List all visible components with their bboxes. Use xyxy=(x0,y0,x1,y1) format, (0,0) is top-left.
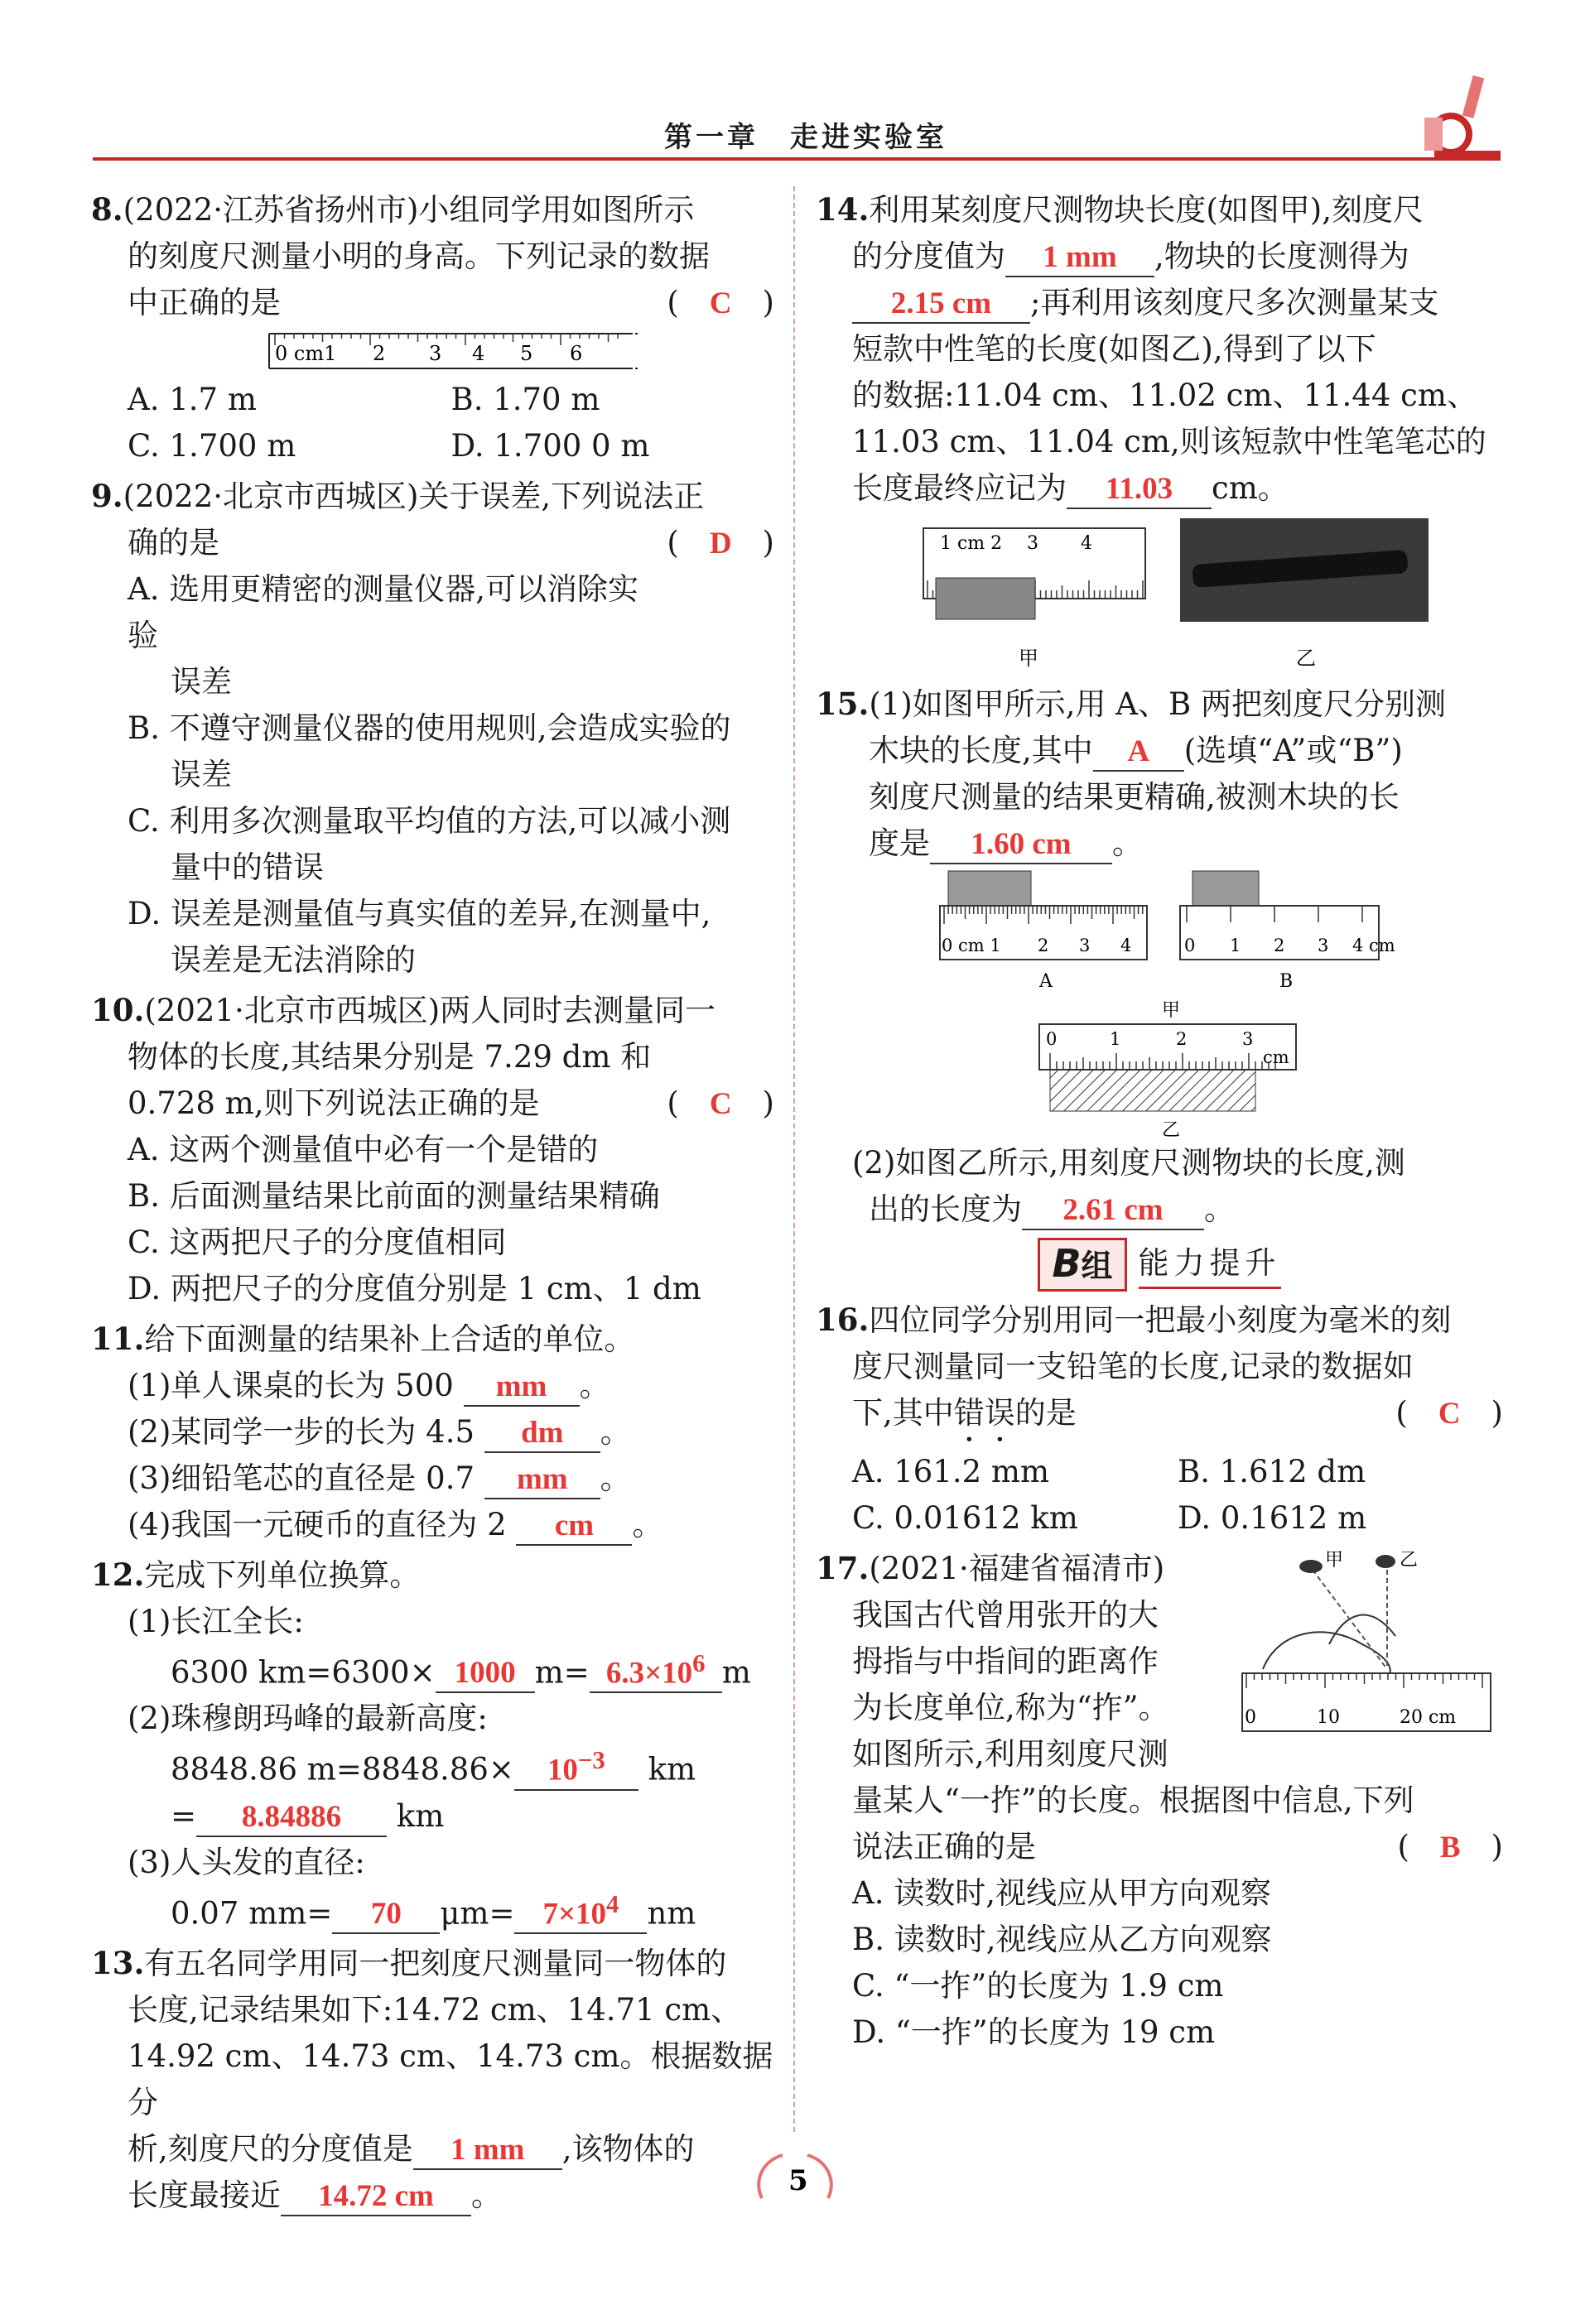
answer-choice: C xyxy=(1438,1397,1461,1431)
answer-blank[interactable]: cm xyxy=(516,1508,632,1546)
question-text: 的是 xyxy=(1014,1395,1077,1431)
caption: 甲 xyxy=(1162,1000,1181,1021)
ruler-label: 0 xyxy=(1184,936,1196,955)
emphasis-text: 错误 xyxy=(953,1395,1015,1431)
question-text: 木块的长度,其中 xyxy=(869,733,1093,768)
chapter-title: 第一章 走进实验室 xyxy=(664,121,947,154)
question-text: 量某人“一拃”的长度。根据图中信息,下列 xyxy=(852,1783,1414,1818)
page-number: 5 xyxy=(788,2164,808,2197)
question-text: cm。 xyxy=(1212,470,1289,506)
ruler-label: cm xyxy=(1263,1047,1289,1067)
ruler-label: 2 xyxy=(373,342,386,365)
ruler-label: 2 xyxy=(1038,936,1049,955)
question-text: (2)如图乙所示,用刻度尺测物块的长度,测 xyxy=(852,1145,1405,1181)
conversion-line xyxy=(91,1645,774,1696)
answer-blank[interactable]: 2.15 cm xyxy=(852,286,1030,324)
line-text: m xyxy=(721,1654,751,1691)
question-text: 中正确的是 xyxy=(128,285,281,320)
option-a[interactable]: A. 161.2 mm xyxy=(852,1454,1050,1489)
question-text: 下,其中 xyxy=(852,1395,954,1431)
question-15 xyxy=(816,681,1503,1233)
answer-blank[interactable] xyxy=(514,1886,647,1934)
answer-blank[interactable]: 2.61 cm xyxy=(1022,1192,1204,1230)
conversion-line xyxy=(91,1793,774,1840)
answer-paren: ( B ) xyxy=(1397,1829,1503,1864)
question-text: (2021·北京市西城区)两人同时去测量同一 xyxy=(144,993,716,1028)
unit-item-1 xyxy=(91,1363,774,1409)
option-d[interactable]: D. 1.700 0 m xyxy=(450,428,650,464)
option-b[interactable]: B. 1.70 m xyxy=(450,382,600,417)
question-number: 14. xyxy=(816,191,870,228)
answer-blank[interactable]: 8.84886 xyxy=(196,1799,387,1837)
caption: B xyxy=(1279,971,1294,992)
figure-label: 乙 xyxy=(1400,1550,1419,1571)
question-text: 14.92 cm、14.73 cm、14.73 cm。根据数据分 xyxy=(128,2038,773,2120)
question-number: 17. xyxy=(816,1550,870,1586)
question-number: 16. xyxy=(816,1302,870,1338)
ruler-label: 4 xyxy=(472,342,485,365)
answer-blank[interactable]: 14.72 cm xyxy=(281,2178,471,2216)
question-text: 的分度值为 xyxy=(852,238,1005,274)
ruler-label: 3 xyxy=(1027,533,1038,554)
option-b[interactable]: B. 1.612 dm xyxy=(1178,1454,1366,1489)
badge-letter: B xyxy=(1052,1241,1082,1286)
option-a[interactable]: A. 读数时,视线应从甲方向观察 xyxy=(852,1875,1272,1911)
question-text: 长度,记录结果如下:14.72 cm、14.71 cm、 xyxy=(128,1991,742,2028)
question-text: 为长度单位,称为“拃”。 xyxy=(852,1690,1169,1725)
ruler-label: 4 xyxy=(1120,936,1132,955)
question-number: 11. xyxy=(91,1321,145,1357)
question-text: 的刻度尺测量小明的身高。下列记录的数据 xyxy=(128,238,710,274)
answer-base: 6.3×10 xyxy=(605,1656,693,1691)
item-punct: 。 xyxy=(600,1414,631,1450)
ruler-label: 3 xyxy=(1079,936,1091,955)
answer-paren: ( D ) xyxy=(667,525,774,561)
question-11 xyxy=(91,1316,774,1548)
answer-paren: ( C ) xyxy=(1395,1395,1503,1431)
column-divider xyxy=(793,186,795,2132)
answer-blank[interactable]: dm xyxy=(484,1415,600,1453)
item-text: (4)我国一元硬币的直径为 2 xyxy=(128,1507,507,1542)
question-text: 0.728 m,则下列说法正确的是 xyxy=(128,1085,540,1121)
eye-icon xyxy=(1299,1560,1323,1573)
option-d[interactable]: D. 误差是测量值与真实值的差异,在测量中, xyxy=(128,896,711,931)
option-c[interactable]: C. 这两把尺子的分度值相同 xyxy=(128,1225,507,1260)
item-punct: 。 xyxy=(600,1460,631,1496)
answer-blank[interactable]: 11.03 xyxy=(1067,471,1212,509)
answer-paren: ( C ) xyxy=(667,1085,774,1121)
caption: A xyxy=(1039,971,1053,992)
question-number: 8. xyxy=(91,191,123,228)
option-d[interactable]: D. 两把尺子的分度值分别是 1 cm、1 dm xyxy=(128,1271,701,1306)
options-row xyxy=(91,377,774,423)
answer-choice: B xyxy=(1439,1831,1461,1864)
option-b[interactable]: B. 不遵守测量仪器的使用规则,会造成实验的 xyxy=(128,710,731,746)
question-text: 出的长度为 xyxy=(869,1191,1022,1227)
page-number-badge xyxy=(749,2148,841,2215)
question-text: 度尺测量同一支铅笔的长度,记录的数据如 xyxy=(852,1349,1414,1384)
page-header xyxy=(93,108,1501,161)
ruler-label: 2 xyxy=(1274,936,1285,955)
answer-blank[interactable] xyxy=(590,1645,722,1693)
ruler-label: 0 cm1 xyxy=(275,342,337,365)
ruler-label: 5 xyxy=(520,342,533,365)
hand-span-figure xyxy=(1230,1545,1503,1752)
section-badge xyxy=(1038,1238,1126,1292)
option-a[interactable]: A. 选用更精密的测量仪器,可以消除实验 xyxy=(128,571,639,653)
question-text: 析,刻度尺的分度值是 xyxy=(128,2130,413,2167)
ruler-label: 1 xyxy=(1110,1029,1121,1049)
answer-blank[interactable]: 70 xyxy=(332,1896,440,1934)
question-number: 10. xyxy=(91,992,145,1028)
option-d[interactable]: D. 0.1612 m xyxy=(1178,1500,1367,1536)
question-text: 11.03 cm、11.04 cm,则该短款中性笔笔芯的 xyxy=(852,424,1486,460)
option-c[interactable]: C. 利用多次测量取平均值的方法,可以减小测 xyxy=(128,803,731,839)
line-text: km xyxy=(396,1797,445,1834)
question-text: 刻度尺测量的结果更精确,被测木块的长 xyxy=(869,779,1400,815)
figure-label: 10 xyxy=(1317,1707,1340,1728)
caption: 乙 xyxy=(1162,1120,1181,1140)
question-text: 短款中性笔的长度(如图乙),得到了以下 xyxy=(852,331,1376,367)
question-text: (1)如图甲所示,用 A、B 两把刻度尺分别测 xyxy=(869,686,1446,722)
answer-blank[interactable]: A xyxy=(1093,734,1184,772)
ruler-label: 1 xyxy=(1230,936,1241,955)
options-row xyxy=(816,1449,1503,1495)
option-c[interactable]: C. 1.700 m xyxy=(128,428,296,464)
options-row xyxy=(816,1495,1503,1542)
item-punct: 。 xyxy=(579,1368,610,1403)
right-column xyxy=(816,186,1503,2059)
question-text: 度是 xyxy=(869,825,930,861)
ruler-label: 0 xyxy=(1046,1029,1058,1049)
option-b[interactable]: B. 读数时,视线应从乙方向观察 xyxy=(852,1922,1272,1957)
line-text: = xyxy=(171,1797,197,1834)
option-a[interactable]: A. 1.7 m xyxy=(128,382,257,417)
answer-blank[interactable] xyxy=(514,1742,638,1790)
answer-choice: C xyxy=(709,1087,732,1121)
answer-blank[interactable]: 1 mm xyxy=(1005,239,1154,277)
option-b-cont: 误差 xyxy=(171,757,232,792)
conversion-line xyxy=(91,1742,774,1792)
sub-question: (2)珠穆朗玛峰的最新高度: xyxy=(128,1701,488,1737)
line-text: km xyxy=(648,1751,696,1788)
answer-paren: ( C ) xyxy=(667,285,774,320)
question-text: (选填“A”或“B”) xyxy=(1183,733,1403,768)
option-d-cont: 误差是无法消除的 xyxy=(171,942,416,978)
answer-blank[interactable]: mm xyxy=(464,1369,580,1407)
question-text: 。 xyxy=(1204,1191,1235,1227)
question-text: 我国古代曾用张开的大 xyxy=(852,1597,1159,1633)
question-text: 。 xyxy=(471,2177,502,2213)
question-text: 四位同学分别用同一把最小刻度为毫米的刻 xyxy=(869,1302,1452,1338)
question-number: 13. xyxy=(91,1944,145,1981)
line-text: nm xyxy=(647,1894,696,1931)
question-text: 有五名同学用同一把刻度尺测量同一物体的 xyxy=(144,1945,727,1981)
question-8 xyxy=(91,186,774,469)
sub-question: (1)长江全长: xyxy=(128,1604,304,1639)
question-text: 长度最终应记为 xyxy=(852,470,1067,506)
question-text: 长度最接近 xyxy=(128,2177,281,2213)
item-text: (2)某同学一步的长为 4.5 xyxy=(128,1414,475,1450)
question-text: 说法正确的是 xyxy=(852,1829,1036,1864)
section-banner xyxy=(816,1238,1503,1292)
option-a-cont: 误差 xyxy=(171,664,232,700)
conversion-line xyxy=(91,1886,774,1937)
option-a[interactable]: A. 这两个测量值中必有一个是错的 xyxy=(128,1132,599,1167)
ruler-and-pen-figure xyxy=(816,512,1503,677)
line-text: m= xyxy=(534,1654,590,1691)
ruler-label: 0 cm 1 xyxy=(942,936,1001,955)
ruler-label: 2 xyxy=(1176,1029,1188,1049)
question-9 xyxy=(91,473,774,984)
question-text: 如图所示,利用刻度尺测 xyxy=(852,1736,1168,1772)
line-text: 6300 km=6300× xyxy=(171,1654,436,1691)
unit-item-3 xyxy=(91,1456,774,1502)
line-text: 8848.86 m=8848.86× xyxy=(171,1751,514,1788)
ruler-label: 1 cm 2 xyxy=(940,533,1003,554)
question-text: ;再利用该刻度尺多次测量某支 xyxy=(1030,285,1439,320)
question-text: 完成下列单位换算。 xyxy=(144,1557,421,1593)
answer-blank[interactable]: 1 mm xyxy=(413,2132,562,2170)
option-c-cont: 量中的错误 xyxy=(171,849,324,885)
question-13 xyxy=(91,1940,774,2219)
two-rulers-figure xyxy=(816,867,1503,1140)
answer-choice: D xyxy=(709,527,732,561)
answer-blank[interactable]: 1000 xyxy=(436,1655,535,1693)
ruler-label: 6 xyxy=(570,342,583,365)
ruler-label: 3 xyxy=(1242,1029,1254,1049)
option-c[interactable]: C. 0.01612 km xyxy=(852,1500,1078,1536)
option-b[interactable]: B. 后面测量结果比前面的测量结果精确 xyxy=(128,1178,660,1214)
question-text: 利用某刻度尺测物块长度(如图甲),刻度尺 xyxy=(869,192,1424,228)
question-number: 9. xyxy=(91,478,123,514)
question-text: ,该物体的 xyxy=(561,2130,695,2167)
answer-exponent: 4 xyxy=(606,1889,619,1918)
options-row xyxy=(91,423,774,469)
question-number: 12. xyxy=(91,1557,145,1593)
ruler-label: 4 cm xyxy=(1352,936,1395,955)
question-14 xyxy=(816,186,1503,677)
question-text: 。 xyxy=(1112,825,1143,861)
ruler-figure xyxy=(91,327,774,377)
badge-text: 组 xyxy=(1081,1248,1113,1284)
ruler-label: 4 xyxy=(1081,533,1092,554)
answer-exponent: −3 xyxy=(577,1746,605,1775)
ruler-label: 3 xyxy=(429,342,442,365)
answer-base: 7×10 xyxy=(542,1896,607,1931)
question-text: 的数据:11.04 cm、11.02 cm、11.44 cm、 xyxy=(852,378,1477,413)
question-10 xyxy=(91,987,774,1312)
unit-item-2 xyxy=(91,1409,774,1456)
option-d[interactable]: D. “一拃”的长度为 19 cm xyxy=(852,2014,1216,2050)
answer-exponent: 6 xyxy=(692,1649,706,1677)
eye-icon xyxy=(1376,1555,1395,1568)
question-text: (2022·北京市西城区)关于误差,下列说法正 xyxy=(123,479,705,514)
caption: 乙 xyxy=(1296,647,1316,670)
option-c[interactable]: C. “一拃”的长度为 1.9 cm xyxy=(852,1968,1224,2004)
question-text: 物体的长度,其结果分别是 7.29 dm 和 xyxy=(128,1039,652,1075)
item-text: (3)细铅笔芯的直径是 0.7 xyxy=(128,1460,475,1496)
item-text: (1)单人课桌的长为 500 xyxy=(128,1368,454,1403)
question-text: 拇指与中指间的距离作 xyxy=(852,1643,1159,1679)
question-text: ,物块的长度测得为 xyxy=(1154,238,1409,274)
line-text: μm= xyxy=(440,1894,515,1931)
question-number: 15. xyxy=(816,686,870,722)
ruler-label: 3 xyxy=(1318,936,1329,955)
question-text: 给下面测量的结果补上合适的单位。 xyxy=(144,1321,635,1357)
section-label: 能力提升 xyxy=(1139,1240,1281,1289)
question-text: 确的是 xyxy=(128,525,219,561)
unit-item-4 xyxy=(91,1502,774,1548)
line-text: 0.07 mm= xyxy=(171,1894,333,1931)
sub-question: (3)人头发的直径: xyxy=(128,1844,365,1880)
question-17 xyxy=(816,1545,1503,2056)
microscope-logo-icon xyxy=(1418,68,1509,167)
question-text: (2022·江苏省扬州市)小组同学用如图所示 xyxy=(123,192,695,228)
answer-blank[interactable]: 1.60 cm xyxy=(930,826,1112,864)
question-text: (2021·福建省福清市) xyxy=(869,1551,1165,1586)
answer-base: 10 xyxy=(547,1753,578,1788)
answer-blank[interactable]: mm xyxy=(484,1461,600,1499)
hatched-block xyxy=(1050,1070,1255,1111)
figure-label: 0 xyxy=(1245,1707,1256,1728)
figure-label: 甲 xyxy=(1325,1550,1344,1571)
answer-choice: C xyxy=(709,286,732,320)
figure-label: 20 cm xyxy=(1400,1707,1457,1728)
left-column xyxy=(91,186,774,2222)
question-12 xyxy=(91,1552,774,1937)
question-16 xyxy=(816,1297,1503,1542)
caption: 甲 xyxy=(1019,647,1038,670)
item-punct: 。 xyxy=(632,1507,663,1542)
